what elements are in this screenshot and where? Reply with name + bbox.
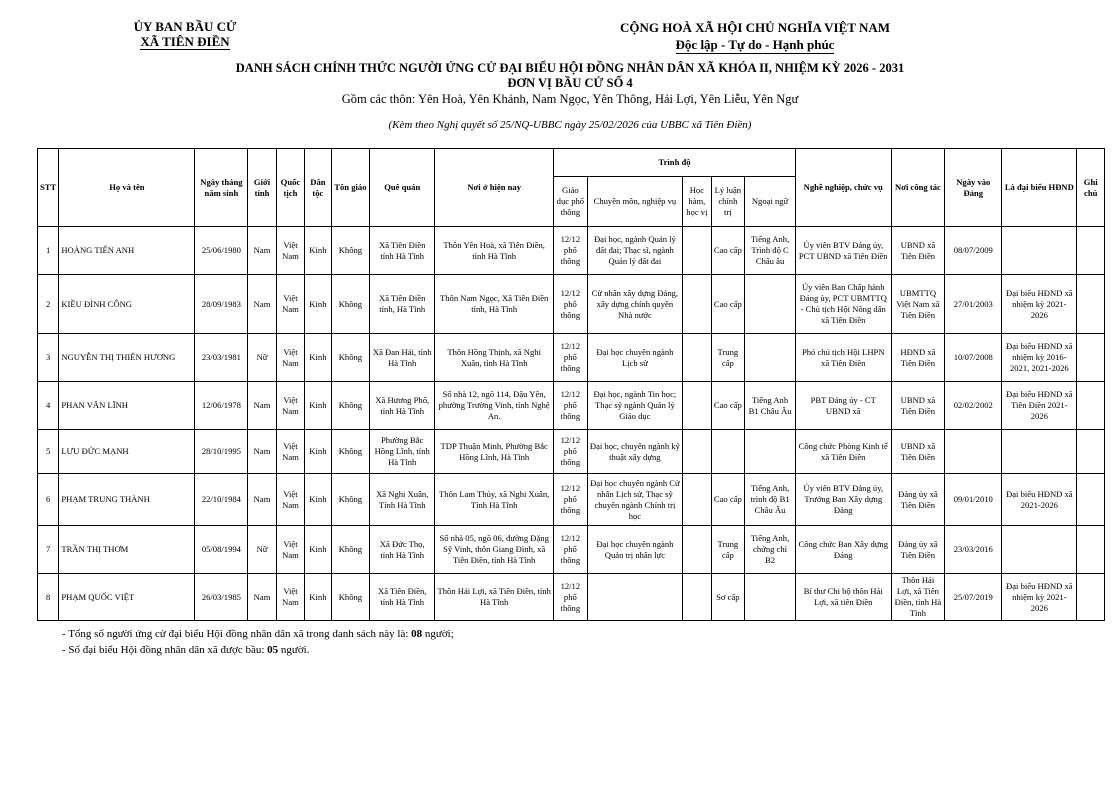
cell-foreign-language [745, 334, 796, 382]
cell-notes [1077, 430, 1105, 474]
cell-dob: 28/09/1983 [195, 275, 248, 334]
commune-name: XÃ TIÊN ĐIỀN [140, 34, 230, 49]
cell-specialty: Đại học, ngành Tin học; Thạc sỹ ngành Quản lý Giáo dục [587, 382, 683, 430]
cell-political-theory: Cao cấp [711, 227, 745, 275]
cell-hometown: Xã Nghi Xuân, Tỉnh Hà Tĩnh [370, 474, 435, 526]
total-candidates-unit: người; [424, 628, 454, 640]
cell-specialty: Đại học, chuyên ngành kỹ thuật xây dựng [587, 430, 683, 474]
cell-workplace: UBND xã Tiên Điền [891, 430, 945, 474]
document-title [0, 61, 1117, 91]
cell-gender: Nam [248, 574, 276, 621]
table-row [38, 334, 1105, 382]
cell-nationality: Việt Nam [276, 430, 304, 474]
cell-stt: 1 [38, 227, 59, 275]
col-residence: Nơi ở hiện nay [435, 149, 554, 227]
title-line-2: ĐƠN VỊ BẦU CỬ SỐ 4 [507, 76, 633, 90]
cell-delegate-history: Đại biểu HĐND xã Tiên Điền 2021-2026 [1002, 382, 1077, 430]
cell-academic-rank [683, 574, 711, 621]
col-academic-rank: Học hàm, học vị [683, 177, 711, 227]
cell-political-theory: Trung cấp [711, 334, 745, 382]
cell-stt: 5 [38, 430, 59, 474]
cell-religion: Không [331, 526, 370, 574]
col-occupation: Nghề nghiệp, chức vụ [795, 149, 891, 227]
cell-nationality: Việt Nam [276, 227, 304, 275]
cell-stt: 2 [38, 275, 59, 334]
cell-academic-rank [683, 430, 711, 474]
col-name: Họ và tên [59, 149, 195, 227]
motto: Độc lập - Tự do - Hạnh phúc [675, 37, 835, 52]
cell-nationality: Việt Nam [276, 574, 304, 621]
table-body [38, 227, 1105, 621]
cell-foreign-language: Tiếng Anh, Trình độ C Châu âu [745, 227, 796, 275]
cell-foreign-language: Tiếng Anh, chứng chỉ B2 [745, 526, 796, 574]
cell-occupation: Công chức Phòng Kinh tế xã Tiên Điền [795, 430, 891, 474]
country-name: CỘNG HOÀ XÃ HỘI CHỦ NGHĨA VIỆT NAM [619, 20, 891, 35]
villages-list: Gồm các thôn: Yên Hoà, Yên Khánh, Nam Ngọc, Yên Thông, Hải Lợi, Yên Liễu, Yên Ngư [341, 92, 799, 106]
cell-hometown: Xã Tiên Điền tỉnh Hà Tĩnh [370, 227, 435, 275]
cell-political-theory: Cao cấp [711, 382, 745, 430]
cell-delegate-history: Đại biểu HĐND xã nhiệm kỳ 2021-2026 [1002, 275, 1077, 334]
cell-specialty: Đại học chuyên ngành Cử nhân Lịch sử, Thạc sỹ chuyên ngành Chính trị học [587, 474, 683, 526]
cell-name: PHẠM TRUNG THÀNH [59, 474, 195, 526]
cell-occupation: Ủy viên BTV Đảng ủy, PCT UBND xã Tiên Điền [795, 227, 891, 275]
cell-residence: Thôn Yên Hoà, xã Tiên Điền, tỉnh Hà Tĩnh [435, 227, 554, 275]
cell-nationality: Việt Nam [276, 382, 304, 430]
cell-gender: Nam [248, 382, 276, 430]
col-party-date: Ngày vào Đảng [945, 149, 1002, 227]
cell-nationality: Việt Nam [276, 275, 304, 334]
cell-foreign-language: Tiếng Anh, trình độ B1 Châu Âu [745, 474, 796, 526]
cell-general-ed: 12/12 phổ thông [554, 574, 588, 621]
cell-occupation: Ủy viên Ban Chấp hành Đảng ủy, PCT UBMTTQ - Chủ tịch Hội Nông dân xã Tiên Điền [795, 275, 891, 334]
col-foreign-language: Ngoại ngữ [745, 177, 796, 227]
cell-specialty: Đại học, ngành Quản lý đất đai; Thạc sĩ, ngành Quản lý đất đai [587, 227, 683, 275]
col-stt: STT [38, 149, 59, 227]
title-line-1: DANH SÁCH CHÍNH THỨC NGƯỜI ỨNG CỬ ĐẠI BIỂU HỘI ĐỒNG NHÂN DÂN XÃ KHÓA II, NHIỆM KỲ 2026 - 2031 [235, 61, 905, 75]
col-general-ed: Giáo dục phổ thông [554, 177, 588, 227]
cell-hometown: Xã Tiên Điền tỉnh, Hà Tĩnh [370, 275, 435, 334]
col-gender: Giới tính [248, 149, 276, 227]
total-candidates-value: 08 [411, 628, 423, 640]
cell-name: KIỀU ĐÌNH CÔNG [59, 275, 195, 334]
cell-notes [1077, 574, 1105, 621]
col-hometown: Quê quán [370, 149, 435, 227]
cell-nationality: Việt Nam [276, 474, 304, 526]
cell-gender: Nam [248, 430, 276, 474]
col-specialty: Chuyên môn, nghiệp vụ [587, 177, 683, 227]
cell-hometown: Xã Đan Hải, tỉnh Hà Tĩnh [370, 334, 435, 382]
cell-religion: Không [331, 382, 370, 430]
cell-dob: 22/10/1984 [195, 474, 248, 526]
cell-academic-rank [683, 382, 711, 430]
cell-stt: 6 [38, 474, 59, 526]
cell-name: PHAN VĂN LĨNH [59, 382, 195, 430]
cell-dob: 05/08/1994 [195, 526, 248, 574]
cell-religion: Không [331, 334, 370, 382]
cell-name: TRẦN THỊ THƠM [59, 526, 195, 574]
cell-dob: 25/06/1980 [195, 227, 248, 275]
cell-ethnicity: Kinh [305, 430, 331, 474]
cell-dob: 12/06/1978 [195, 382, 248, 430]
cell-foreign-language [745, 275, 796, 334]
cell-party-date: 09/01/2010 [945, 474, 1002, 526]
cell-ethnicity: Kinh [305, 227, 331, 275]
summary-footer [62, 626, 454, 658]
cell-gender: Nam [248, 275, 276, 334]
cell-general-ed: 12/12 phổ thông [554, 382, 588, 430]
cell-general-ed: 12/12 phổ thông [554, 430, 588, 474]
table-header [38, 149, 1105, 227]
cell-hometown: Xã Đức Thọ, tỉnh Hà Tĩnh [370, 526, 435, 574]
cell-religion: Không [331, 574, 370, 621]
cell-nationality: Việt Nam [276, 334, 304, 382]
col-dob: Ngày tháng năm sinh [195, 149, 248, 227]
col-education-group: Trình độ [554, 149, 796, 177]
col-ethnicity: Dân tộc [305, 149, 331, 227]
col-religion: Tôn giáo [331, 149, 370, 227]
cell-gender: Nam [248, 474, 276, 526]
cell-name: PHẠM QUỐC VIỆT [59, 574, 195, 621]
committee-name: ỦY BAN BẦU CỬ [133, 19, 237, 34]
cell-ethnicity: Kinh [305, 334, 331, 382]
cell-ethnicity: Kinh [305, 382, 331, 430]
cell-political-theory: Sơ cấp [711, 574, 745, 621]
cell-residence: Thôn Hải Lợi, xã Tiên Điền, tỉnh Hà Tĩnh [435, 574, 554, 621]
cell-stt: 7 [38, 526, 59, 574]
col-political-theory: Lý luận chính trị [711, 177, 745, 227]
cell-occupation: PBT Đảng ủy - CT UBND xã [795, 382, 891, 430]
cell-foreign-language: Tiếng Anh B1 Châu Âu [745, 382, 796, 430]
cell-religion: Không [331, 227, 370, 275]
cell-workplace: UBND xã Tiên Điền [891, 227, 945, 275]
cell-dob: 23/03/1981 [195, 334, 248, 382]
cell-delegate-history [1002, 430, 1077, 474]
cell-residence: Số nhà 05, ngõ 06, đường Đặng Sỹ Vinh, thôn Giang Đình, xã Tiên Điền, tỉnh Hà Tĩnh [435, 526, 554, 574]
cell-workplace: HĐND xã Tiên Điền [891, 334, 945, 382]
cell-delegate-history [1002, 227, 1077, 275]
cell-notes [1077, 526, 1105, 574]
cell-dob: 26/03/1985 [195, 574, 248, 621]
cell-gender: Nữ [248, 526, 276, 574]
cell-specialty: Cử nhân xây dựng Đảng, xây dựng chính quyền Nhà nước [587, 275, 683, 334]
cell-residence: TDP Thuận Minh, Phường Bắc Hồng Lĩnh, Hà Tĩnh [435, 430, 554, 474]
cell-occupation: Công chức Ban Xây dựng Đảng [795, 526, 891, 574]
table-row [38, 526, 1105, 574]
table-row [38, 382, 1105, 430]
attachment-note: (Kèm theo Nghị quyết số 25/NQ-UBBC ngày 25/02/2026 của UBBC xã Tiên Điền) [388, 119, 752, 131]
cell-workplace: Đảng ủy xã Tiên Điền [891, 474, 945, 526]
cell-political-theory [711, 430, 745, 474]
cell-political-theory: Cao cấp [711, 275, 745, 334]
col-notes: Ghi chú [1077, 149, 1105, 227]
cell-general-ed: 12/12 phổ thông [554, 227, 588, 275]
cell-hometown: Xã Tiên Điền, tỉnh Hà Tĩnh [370, 574, 435, 621]
cell-residence: Thôn Lam Thủy, xã Nghi Xuân, Tỉnh Hà Tĩnh [435, 474, 554, 526]
cell-religion: Không [331, 275, 370, 334]
cell-academic-rank [683, 275, 711, 334]
cell-specialty [587, 574, 683, 621]
cell-party-date: 23/03/2016 [945, 526, 1002, 574]
cell-hometown: Phường Bắc Hồng Lĩnh, tỉnh Hà Tĩnh [370, 430, 435, 474]
cell-party-date: 10/07/2008 [945, 334, 1002, 382]
cell-academic-rank [683, 526, 711, 574]
cell-workplace: Thôn Hải Lợi, xã Tiên Điền, tỉnh Hà Tĩnh [891, 574, 945, 621]
cell-notes [1077, 275, 1105, 334]
cell-specialty: Đại học chuyên ngành Lịch sử [587, 334, 683, 382]
col-workplace: Nơi công tác [891, 149, 945, 227]
cell-foreign-language [745, 430, 796, 474]
cell-gender: Nữ [248, 334, 276, 382]
cell-delegate-history: Đại biểu HĐND xã nhiệm kỳ 2021-2026 [1002, 574, 1077, 621]
elected-count-unit: người. [280, 644, 310, 656]
cell-name: LƯU ĐỨC MẠNH [59, 430, 195, 474]
cell-party-date: 08/07/2009 [945, 227, 1002, 275]
cell-workplace: UBND xã Tiên Điền [891, 382, 945, 430]
cell-academic-rank [683, 227, 711, 275]
cell-general-ed: 12/12 phổ thông [554, 474, 588, 526]
cell-occupation: Phó chủ tịch Hội LHPN xã Tiên Điền [795, 334, 891, 382]
cell-party-date [945, 430, 1002, 474]
cell-general-ed: 12/12 phổ thông [554, 526, 588, 574]
cell-notes [1077, 474, 1105, 526]
cell-academic-rank [683, 334, 711, 382]
table-row [38, 275, 1105, 334]
cell-occupation: Ủy viên BTV Đảng ủy, Trưởng Ban Xây dựng Đảng [795, 474, 891, 526]
national-motto-header [590, 19, 920, 54]
cell-party-date: 27/01/2003 [945, 275, 1002, 334]
cell-notes [1077, 334, 1105, 382]
cell-religion: Không [331, 430, 370, 474]
elected-count-line [62, 642, 454, 658]
cell-name: HOÀNG TIẾN ANH [59, 227, 195, 275]
cell-hometown: Xã Hương Phố, tỉnh Hà Tĩnh [370, 382, 435, 430]
cell-specialty: Đại học chuyên ngành Quản trị nhân lực [587, 526, 683, 574]
table-row [38, 474, 1105, 526]
table-row [38, 574, 1105, 621]
cell-name: NGUYỄN THỊ THIÊN HƯƠNG [59, 334, 195, 382]
cell-political-theory: Cao cấp [711, 474, 745, 526]
cell-stt: 3 [38, 334, 59, 382]
cell-delegate-history: Đại biểu HĐND xã nhiệm kỳ 2016-2021, 2021-2026 [1002, 334, 1077, 382]
elected-count-label: - Số đại biểu Hội đồng nhân dân xã được bầu: [62, 644, 265, 656]
cell-stt: 8 [38, 574, 59, 621]
table-row [38, 227, 1105, 275]
total-candidates-label: - Tổng số người ứng cử đại biểu Hội đồng nhân dân xã trong danh sách này là: [62, 628, 409, 640]
election-committee-header [100, 19, 270, 50]
cell-occupation: Bí thư Chi bộ thôn Hải Lợi, xã tiên Điền [795, 574, 891, 621]
cell-notes [1077, 382, 1105, 430]
cell-gender: Nam [248, 227, 276, 275]
cell-dob: 28/10/1995 [195, 430, 248, 474]
cell-residence: Số nhà 12, ngõ 114, Đậu Yên, phường Trường Vinh, tỉnh Nghệ An. [435, 382, 554, 430]
cell-party-date: 02/02/2002 [945, 382, 1002, 430]
cell-political-theory: Trung cấp [711, 526, 745, 574]
cell-ethnicity: Kinh [305, 474, 331, 526]
candidate-table [37, 148, 1105, 621]
cell-stt: 4 [38, 382, 59, 430]
cell-notes [1077, 227, 1105, 275]
elected-count-value: 05 [267, 644, 279, 656]
cell-party-date: 25/07/2019 [945, 574, 1002, 621]
cell-delegate-history [1002, 526, 1077, 574]
cell-religion: Không [331, 474, 370, 526]
total-candidates-line [62, 626, 454, 642]
cell-ethnicity: Kinh [305, 526, 331, 574]
cell-workplace: UBMTTQ Việt Nam xã Tiên Điền [891, 275, 945, 334]
cell-academic-rank [683, 474, 711, 526]
col-delegate-history: Là đại biểu HĐND [1002, 149, 1077, 227]
cell-ethnicity: Kinh [305, 574, 331, 621]
cell-workplace: Đảng ủy xã Tiên Điền [891, 526, 945, 574]
cell-delegate-history: Đại biểu HĐND xã 2021-2026 [1002, 474, 1077, 526]
table-row [38, 430, 1105, 474]
cell-residence: Thôn Hồng Thịnh, xã Nghi Xuân, tỉnh Hà Tĩnh [435, 334, 554, 382]
cell-general-ed: 12/12 phổ thông [554, 275, 588, 334]
cell-general-ed: 12/12 phổ thông [554, 334, 588, 382]
cell-residence: Thôn Nam Ngọc, Xã Tiên Điền tỉnh, Hà Tĩnh [435, 275, 554, 334]
col-nationality: Quốc tịch [276, 149, 304, 227]
cell-nationality: Việt Nam [276, 526, 304, 574]
cell-foreign-language [745, 574, 796, 621]
cell-ethnicity: Kinh [305, 275, 331, 334]
